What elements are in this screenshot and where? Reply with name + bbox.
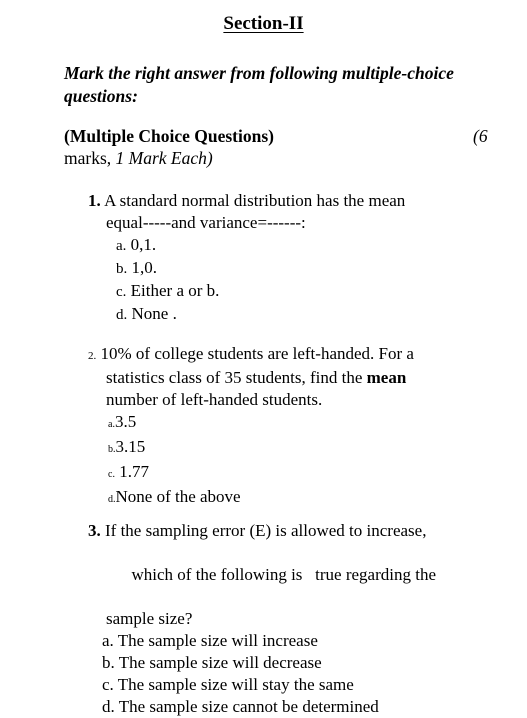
options-list (88, 411, 414, 511)
option-a[interactable] (116, 234, 405, 257)
stem-line-wrap (88, 389, 414, 411)
option-b[interactable] (116, 257, 405, 280)
option-d[interactable] (116, 303, 405, 326)
marks-line (64, 147, 213, 169)
option-b[interactable] (102, 652, 436, 674)
stem-line: 10% of college students are left-handed. For a (100, 344, 414, 363)
option-c[interactable] (116, 280, 405, 303)
mcq-heading: (Multiple Choice Questions) (64, 126, 274, 146)
stem-line: which of the following is true regarding the (131, 565, 437, 584)
option-letter: b. (116, 261, 128, 277)
question-number: 2. (88, 350, 97, 362)
question-2-stem (88, 343, 414, 367)
option-text: The sample size cannot be determined (118, 697, 379, 716)
option-text: None of the above (115, 487, 241, 506)
stem-line: sample size? (106, 609, 193, 628)
option-text: 3.15 (115, 437, 146, 456)
option-text: The sample size will decrease (118, 653, 322, 672)
option-letter: a. (108, 419, 115, 430)
option-d[interactable] (102, 696, 436, 718)
option-b[interactable] (108, 436, 414, 461)
marks-each: 1 Mark Each) (115, 148, 213, 168)
option-text: Either a or b. (130, 281, 220, 300)
option-text: None . (131, 304, 177, 323)
stem-line-wrap (88, 608, 436, 630)
option-letter: b. (108, 444, 116, 455)
option-letter: d. (116, 307, 128, 323)
option-c[interactable] (102, 674, 436, 696)
option-text: 0,1. (130, 235, 157, 254)
question-1 (88, 190, 405, 326)
marks-open: (6 (473, 126, 488, 146)
option-letter: a. (116, 238, 127, 254)
option-letter: c. (116, 284, 127, 300)
option-letter: a. (102, 631, 114, 650)
stem-line: number of left-handed students. (106, 390, 323, 409)
stem-line: statistics class of 35 students, find the (106, 368, 367, 387)
stem-line: A standard normal distribution has the mean (104, 191, 406, 210)
option-letter: d. (108, 494, 116, 505)
option-text: 1,0. (131, 258, 157, 277)
option-text: 3.5 (114, 412, 137, 431)
section-title: Section-II (223, 13, 304, 34)
stem-line-wrap (88, 367, 414, 389)
question-3 (88, 520, 436, 718)
question-number: 3. (88, 521, 101, 540)
option-letter: d. (102, 697, 115, 716)
option-letter: b. (102, 653, 115, 672)
question-1-stem (88, 190, 405, 212)
option-text: The sample size will stay the same (117, 675, 354, 694)
options-list (88, 630, 436, 718)
option-a[interactable] (108, 411, 414, 436)
question-2 (88, 343, 414, 511)
marks-word: marks, (64, 148, 112, 168)
question-number: 1. (88, 191, 101, 210)
option-letter: c. (102, 675, 114, 694)
option-d[interactable] (108, 486, 414, 511)
option-letter: c. (108, 469, 115, 480)
option-text: 1.77 (119, 462, 149, 481)
option-text: The sample size will increase (117, 631, 318, 650)
instruction-text: Mark the right answer from following multiple-choice questions: (64, 63, 454, 106)
stem-line-wrap (88, 542, 436, 608)
option-a[interactable] (102, 630, 436, 652)
option-c[interactable] (108, 461, 414, 486)
stem-line: If the sampling error (E) is allowed to increase, (105, 521, 427, 540)
options-list (88, 234, 405, 326)
question-3-stem (88, 520, 436, 542)
stem-line: equal-----and variance=------: (106, 213, 306, 232)
stem-emphasis: mean (366, 368, 407, 387)
stem-line-wrap (88, 212, 405, 234)
